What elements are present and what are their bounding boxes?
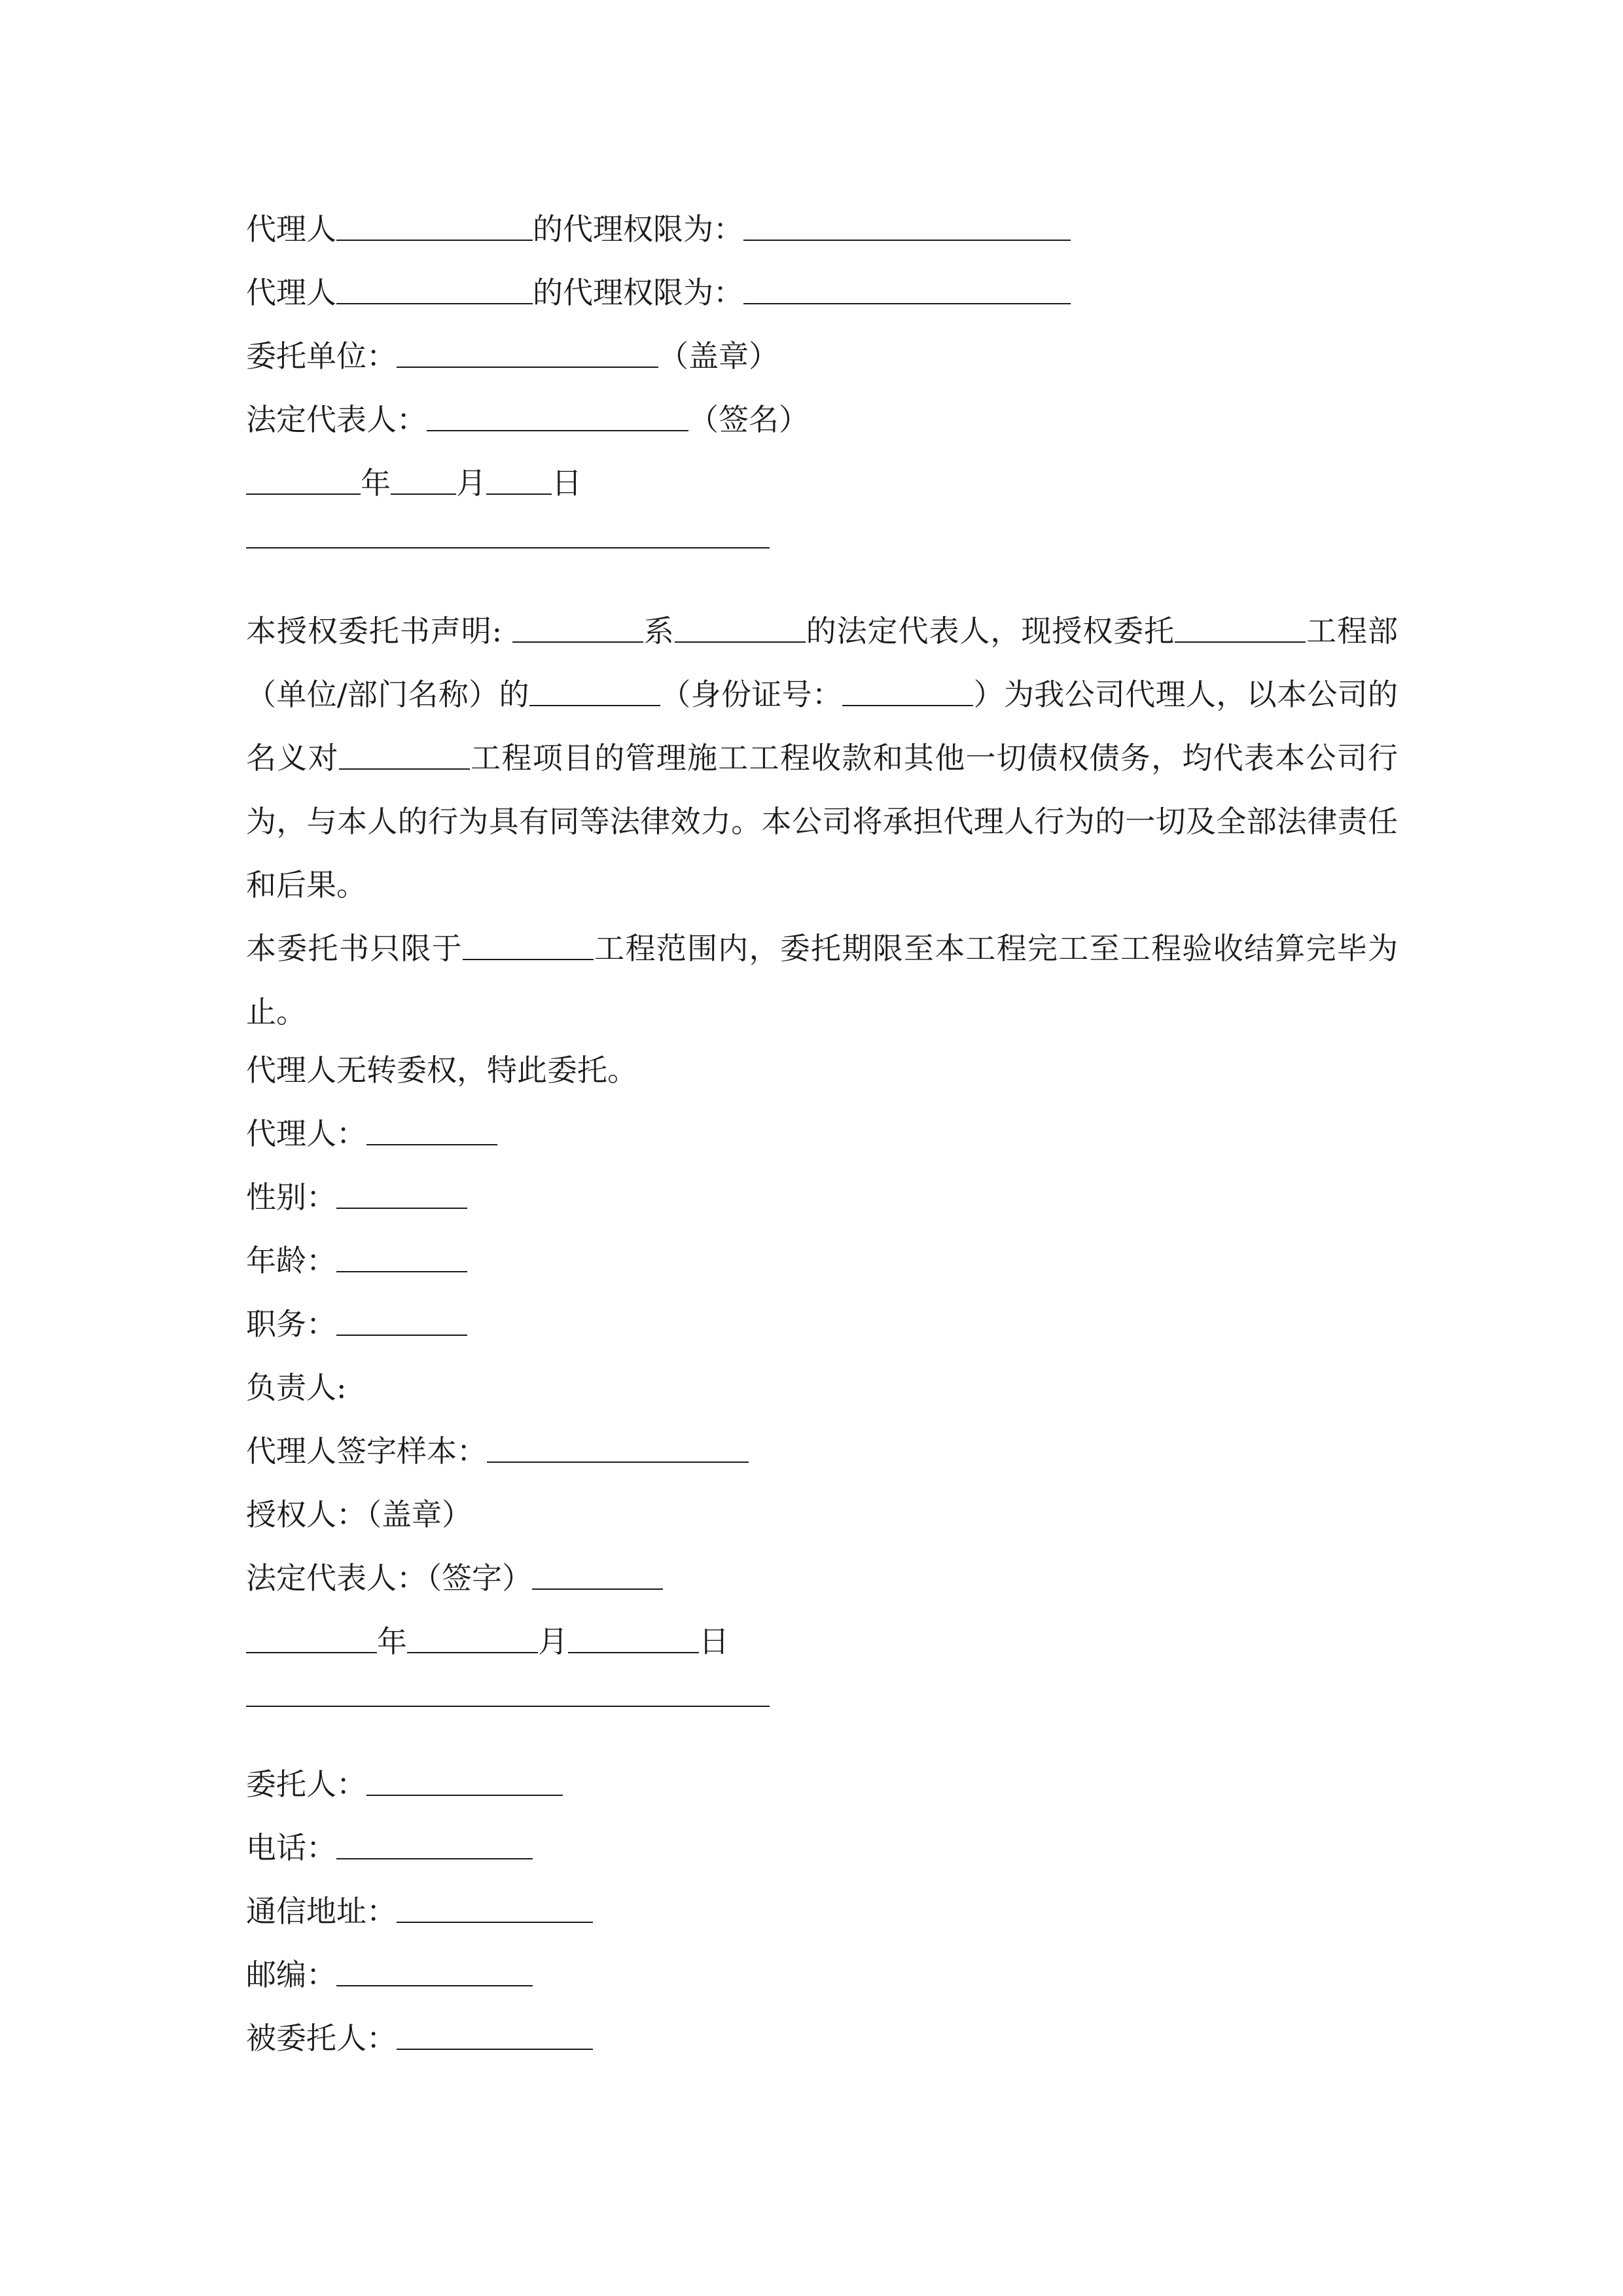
postcode-line: 邮编： [246, 1948, 1398, 2012]
trustee-line: 被委托人： [246, 2012, 1398, 2075]
blank-field[interactable] [529, 668, 660, 706]
blank-field[interactable] [336, 203, 533, 241]
blank-field[interactable] [339, 732, 470, 770]
legal-rep-line: 法定代表人： （签名） [246, 393, 1398, 457]
signature-sample-line: 代理人签字样本： [246, 1425, 1398, 1488]
position-line: 职务： [246, 1298, 1398, 1361]
blank-field[interactable] [486, 457, 552, 495]
blank-field[interactable] [397, 1885, 593, 1923]
blank-field[interactable] [743, 203, 1071, 241]
blank-field[interactable] [397, 2012, 593, 2050]
client-line: 委托人： [246, 1758, 1398, 1821]
blank-field[interactable] [336, 1171, 467, 1209]
blank-field[interactable] [463, 922, 594, 960]
responsible-line: 负责人: [246, 1370, 347, 1405]
blank-field[interactable] [336, 1298, 467, 1336]
phone-line: 电话： [246, 1821, 1398, 1885]
agent-limit-line-2: 代理人 的代理权限为： [246, 266, 1398, 330]
blank-field[interactable] [246, 1615, 377, 1653]
scope-paragraph: 本委托书只限于 工程范围内，委托期限至本工程完工至工程验收结算完毕为止。 [246, 917, 1398, 1044]
entrusting-unit-line: 委托单位： （盖章） [246, 330, 1398, 393]
blank-field[interactable] [568, 1615, 699, 1653]
agent-line: 代理人： [246, 1107, 1398, 1171]
document-page [246, 203, 1398, 2075]
address-line: 通信地址： [246, 1885, 1398, 1948]
divider [246, 520, 1398, 584]
no-subdelegation-line: 代理人无转委权，特此委托。 [246, 1052, 637, 1088]
blank-field[interactable] [512, 605, 643, 643]
blank-field[interactable] [391, 457, 456, 495]
blank-field[interactable] [675, 605, 806, 643]
date-line-2: 年 月 日 [246, 1615, 1398, 1679]
blank-field[interactable] [336, 1948, 533, 1986]
blank-field[interactable] [366, 1107, 497, 1145]
blank-field[interactable] [487, 1425, 749, 1463]
blank-field[interactable] [1175, 605, 1306, 643]
divider [246, 1679, 1398, 1742]
date-line: 年 月 日 [246, 457, 1398, 520]
statement-paragraph: 本授权委托书声明: 系 的法定代表人，现授权委托 工程部（单位/部门名称）的 （身份证号： ）为我公司代理人，以本公司的名义对 工程项目的管理施工工程收款和其他一切债权债务，均代表本公司行为，与本人的行为具有同等法律效力。本公司将承担代理人行为的一切及全部法律责任和后果。 [246, 600, 1398, 917]
blank-field[interactable] [366, 1758, 563, 1796]
blank-field[interactable] [407, 1615, 538, 1653]
blank-field[interactable] [842, 668, 973, 706]
blank-field[interactable] [397, 330, 658, 368]
blank-field[interactable] [743, 266, 1071, 304]
age-line: 年龄： [246, 1234, 1398, 1298]
authorizer-line: 授权人：（盖章） [246, 1497, 472, 1532]
blank-field[interactable] [532, 1552, 663, 1590]
legal-rep-sign-line: 法定代表人：（签字） [246, 1552, 1398, 1615]
blank-field[interactable] [246, 457, 361, 495]
blank-field[interactable] [427, 393, 688, 431]
gender-line: 性别： [246, 1171, 1398, 1234]
blank-field[interactable] [336, 1234, 467, 1272]
blank-field[interactable] [336, 266, 533, 304]
blank-field[interactable] [336, 1821, 533, 1859]
agent-limit-line-1: 代理人 的代理权限为： [246, 203, 1398, 266]
